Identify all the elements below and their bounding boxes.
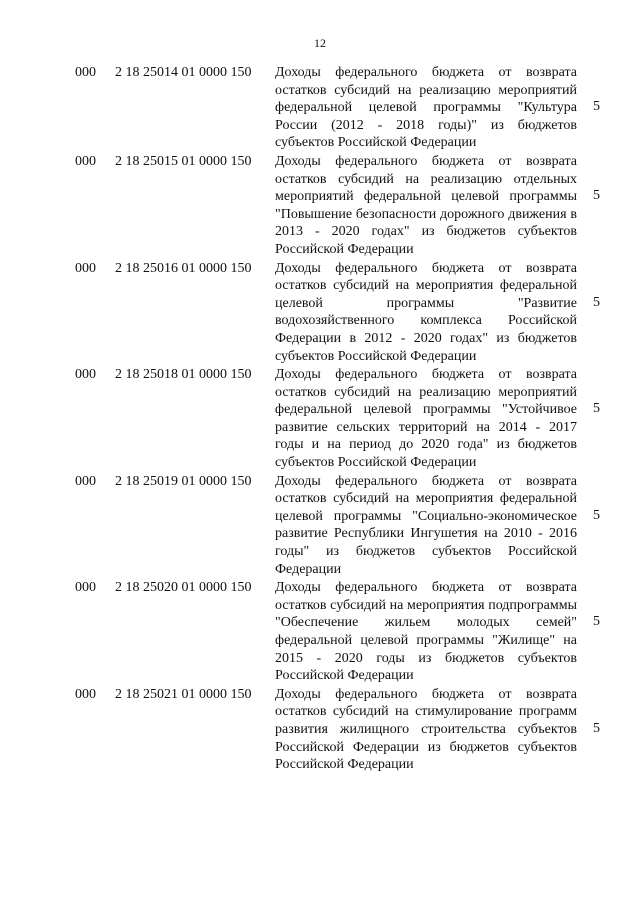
norm-value: 5 xyxy=(593,294,600,310)
norm-value: 5 xyxy=(593,507,600,523)
admin-code: 000 xyxy=(75,580,96,596)
norm-value: 5 xyxy=(593,401,600,417)
revenue-description: Доходы федерального бюджета от возврата остатков субсидий на стимулирование программ развития жилищного строительства субъектов Российской Федерации из бюджетов субъектов Российской Федерации xyxy=(275,686,577,773)
revenue-description: Доходы федерального бюджета от возврата остатков субсидий на реализацию мероприятий федеральной целевой программы "Культура России (2012 - 2018 годы)" из бюджетов субъектов Российской Федерации xyxy=(275,65,577,151)
norm-value: 5 xyxy=(593,187,600,203)
admin-code: 000 xyxy=(75,65,96,80)
budget-classification-code: 2 18 25020 01 0000 150 xyxy=(115,580,252,596)
revenue-description: Доходы федерального бюджета от возврата остатков субсидий на мероприятия федеральной целевой программы "Социально-экономическое развитие Республики Ингушетия на 2010 - 2016 годы" из бюджетов субъектов Российской Федерации xyxy=(275,473,577,577)
admin-code: 000 xyxy=(75,153,96,169)
revenue-table xyxy=(0,64,640,775)
table-row xyxy=(0,686,640,774)
table-row xyxy=(0,366,640,472)
budget-classification-code: 2 18 25019 01 0000 150 xyxy=(115,473,252,489)
admin-code: 000 xyxy=(75,367,96,383)
revenue-description: Доходы федерального бюджета от возврата остатков субсидий на мероприятия подпрограммы "Обеспечение жильем молодых семей" федеральной целевой программы "Жилище" на 2015 - 2020 годы из бюджетов субъектов Российской Федерации xyxy=(275,580,577,684)
admin-code: 000 xyxy=(75,473,96,489)
revenue-description: Доходы федерального бюджета от возврата остатков субсидий на реализацию отдельных мероприятий федеральной целевой программы "Повышение безопасности дорожного движения в 2013 - 2020 годах" из бюджетов субъектов Российской Федерации xyxy=(275,153,577,257)
admin-code: 000 xyxy=(75,686,96,702)
table-row xyxy=(0,153,640,259)
budget-classification-code: 2 18 25014 01 0000 150 xyxy=(115,65,252,80)
table-row xyxy=(0,260,640,366)
admin-code: 000 xyxy=(75,260,96,276)
norm-value: 5 xyxy=(593,614,600,630)
budget-classification-code: 2 18 25015 01 0000 150 xyxy=(115,153,252,169)
norm-value: 5 xyxy=(593,720,600,736)
page-number: 12 xyxy=(314,36,326,50)
table-row xyxy=(0,64,640,152)
budget-classification-code: 2 18 25016 01 0000 150 xyxy=(115,260,252,276)
budget-classification-code: 2 18 25018 01 0000 150 xyxy=(115,367,252,383)
table-row xyxy=(0,473,640,579)
revenue-description: Доходы федерального бюджета от возврата остатков субсидий на реализацию мероприятий федеральной целевой программы "Устойчивое развитие сельских территорий на 2014 - 2017 годы и на период до 2020 года" из бюджетов субъектов Российской Федерации xyxy=(275,367,577,471)
norm-value: 5 xyxy=(593,99,600,114)
budget-classification-code: 2 18 25021 01 0000 150 xyxy=(115,686,252,702)
revenue-description: Доходы федерального бюджета от возврата остатков субсидий на мероприятия федеральной целевой программы "Развитие водохозяйственного комплекса Российской Федерации в 2012 - 2020 годах" из бюджетов субъектов Российской Федерации xyxy=(275,260,577,364)
table-row xyxy=(0,579,640,685)
